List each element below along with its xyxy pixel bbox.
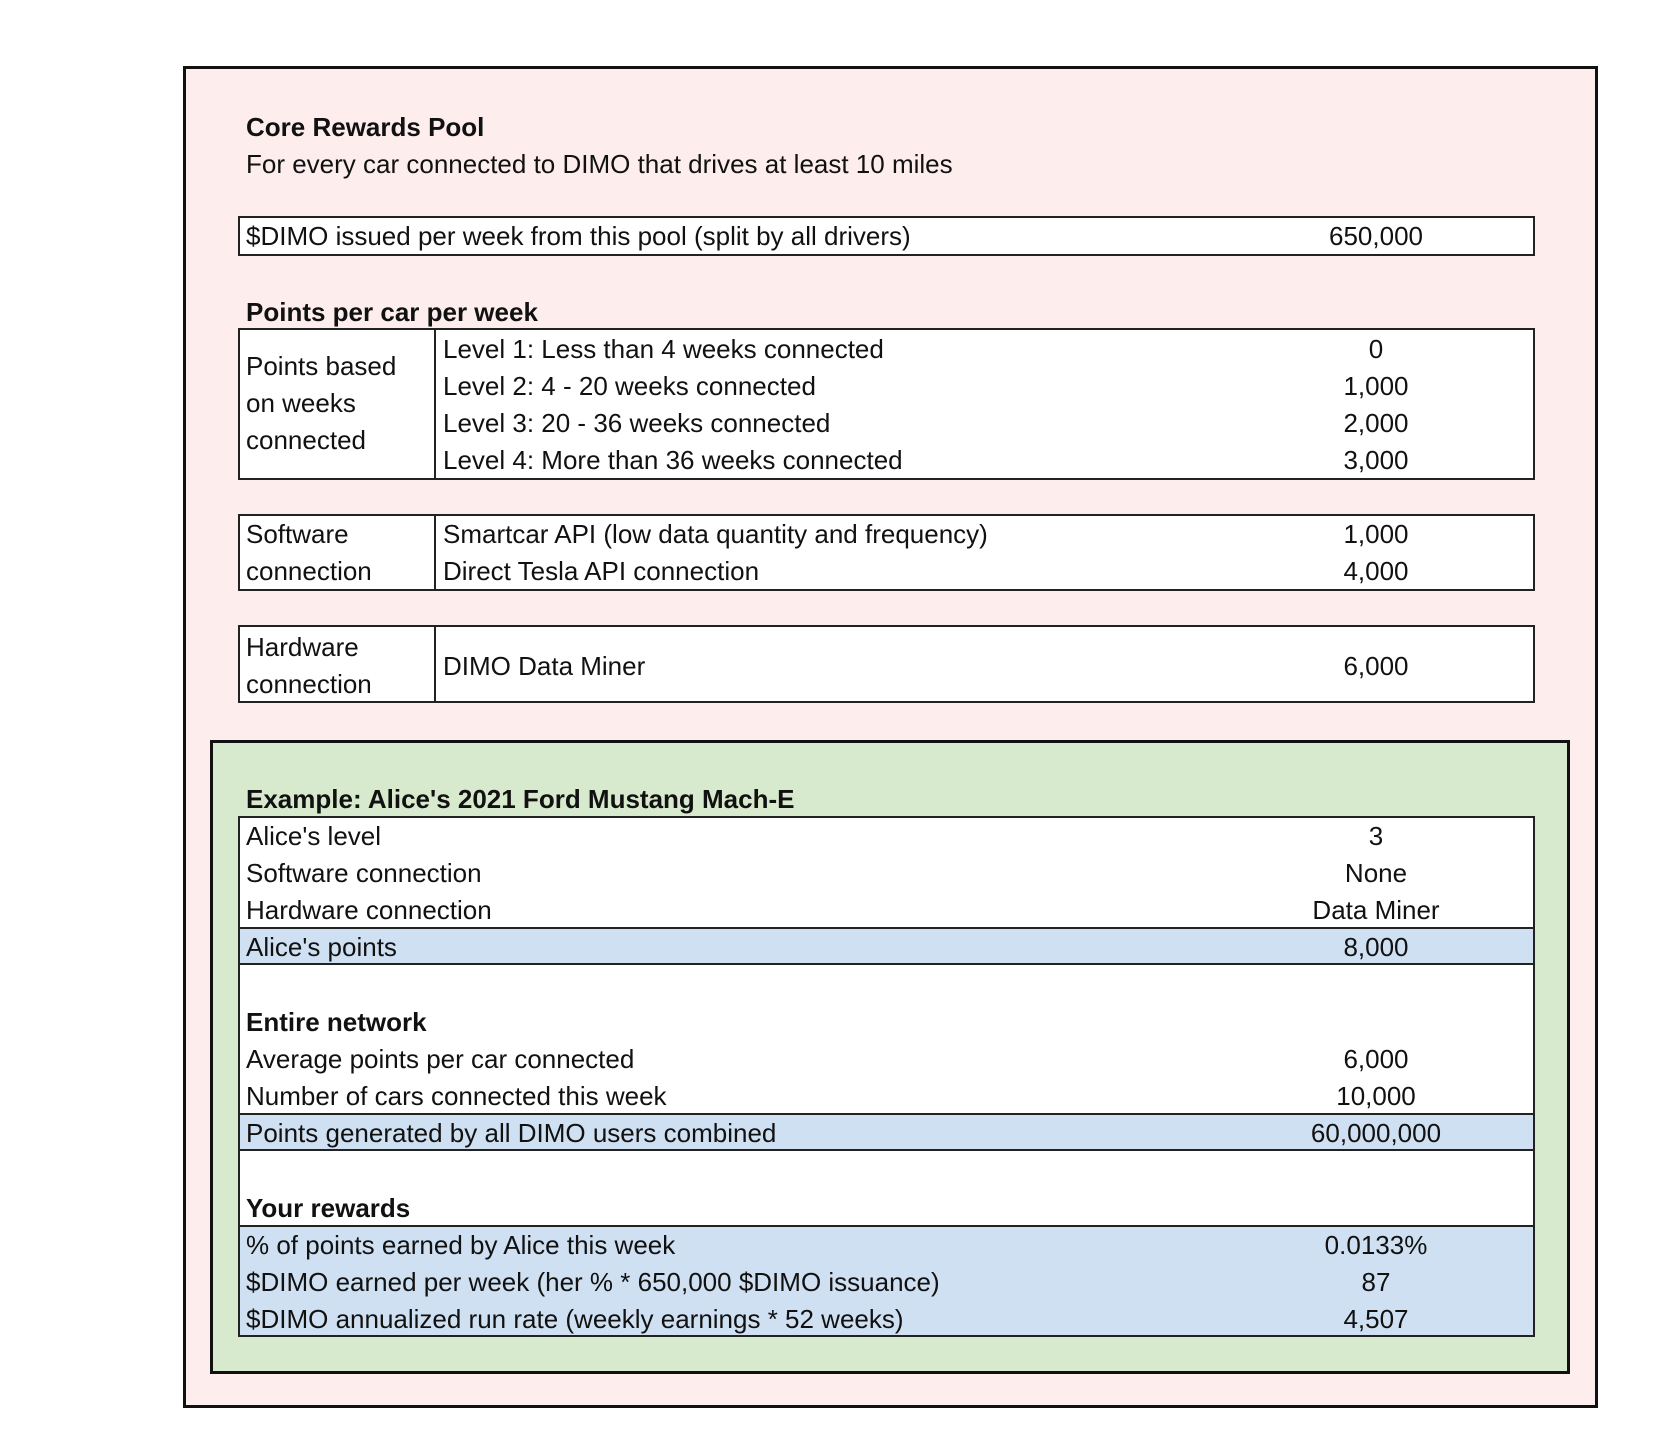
weeks-divider xyxy=(434,328,436,480)
annual-run-rate-label: $DIMO annualized run rate (weekly earnings * 52 weeks) xyxy=(246,1304,904,1334)
total-points-label: Points generated by all DIMO users combined xyxy=(246,1118,777,1148)
alice-points-label: Alice's points xyxy=(246,932,397,962)
pool-title: Core Rewards Pool xyxy=(246,112,485,142)
software-group-label-1: Software xyxy=(246,519,349,549)
issued-value: 650,000 xyxy=(1329,221,1423,251)
level-4-label: Level 4: More than 36 weeks connected xyxy=(443,445,903,475)
software-divider xyxy=(434,514,436,591)
hardware-group-label-2: connection xyxy=(246,669,372,699)
level-3-value: 2,000 xyxy=(1343,408,1409,438)
level-1-value: 0 xyxy=(1368,334,1384,364)
cars-connected-label: Number of cars connected this week xyxy=(246,1081,667,1111)
weekly-dimo-label: $DIMO earned per week (her % * 650,000 $DIMO issuance) xyxy=(246,1267,940,1297)
pct-earned-value: 0.0133% xyxy=(1324,1230,1428,1260)
points-heading: Points per car per week xyxy=(246,297,538,327)
issued-label: $DIMO issued per week from this pool (split by all drivers) xyxy=(246,221,911,251)
software-group-label-2: connection xyxy=(246,556,372,586)
level-2-value: 1,000 xyxy=(1343,371,1409,401)
total-points-value: 60,000,000 xyxy=(1310,1118,1442,1148)
example-title: Example: Alice's 2021 Ford Mustang Mach-E xyxy=(246,784,795,814)
level-3-label: Level 3: 20 - 36 weeks connected xyxy=(443,408,831,438)
pct-earned-label: % of points earned by Alice this week xyxy=(246,1230,676,1260)
data-miner-label: DIMO Data Miner xyxy=(443,651,646,681)
tesla-value: 4,000 xyxy=(1343,556,1409,586)
hardware-connection-label: Hardware connection xyxy=(246,895,492,925)
tesla-label: Direct Tesla API connection xyxy=(443,556,760,586)
level-4-value: 3,000 xyxy=(1343,445,1409,475)
hardware-group-label-1: Hardware xyxy=(246,632,359,662)
pool-subtitle: For every car connected to DIMO that drives at least 10 miles xyxy=(246,149,953,179)
data-miner-value: 6,000 xyxy=(1343,651,1409,681)
smartcar-label: Smartcar API (low data quantity and frequency) xyxy=(443,519,988,549)
weekly-dimo-value: 87 xyxy=(1361,1267,1391,1297)
level-2-label: Level 2: 4 - 20 weeks connected xyxy=(443,371,816,401)
weeks-group-label-2: on weeks xyxy=(246,388,356,418)
level-1-label: Level 1: Less than 4 weeks connected xyxy=(443,334,884,364)
weeks-group-label-1: Points based xyxy=(246,351,397,381)
hardware-divider xyxy=(434,625,436,703)
smartcar-value: 1,000 xyxy=(1343,519,1409,549)
alice-points-value: 8,000 xyxy=(1343,932,1409,962)
annual-run-rate-value: 4,507 xyxy=(1343,1304,1409,1334)
weeks-group-label-3: connected xyxy=(246,425,366,455)
software-connection-value: None xyxy=(1344,858,1408,888)
rewards-heading: Your rewards xyxy=(246,1193,411,1223)
avg-points-value: 6,000 xyxy=(1343,1044,1409,1074)
avg-points-label: Average points per car connected xyxy=(246,1044,635,1074)
network-heading: Entire network xyxy=(246,1007,427,1037)
hardware-connection-value: Data Miner xyxy=(1312,895,1440,925)
software-connection-label: Software connection xyxy=(246,858,482,888)
alice-level-label: Alice's level xyxy=(246,821,382,851)
cars-connected-value: 10,000 xyxy=(1336,1081,1416,1111)
alice-level-value: 3 xyxy=(1368,821,1384,851)
